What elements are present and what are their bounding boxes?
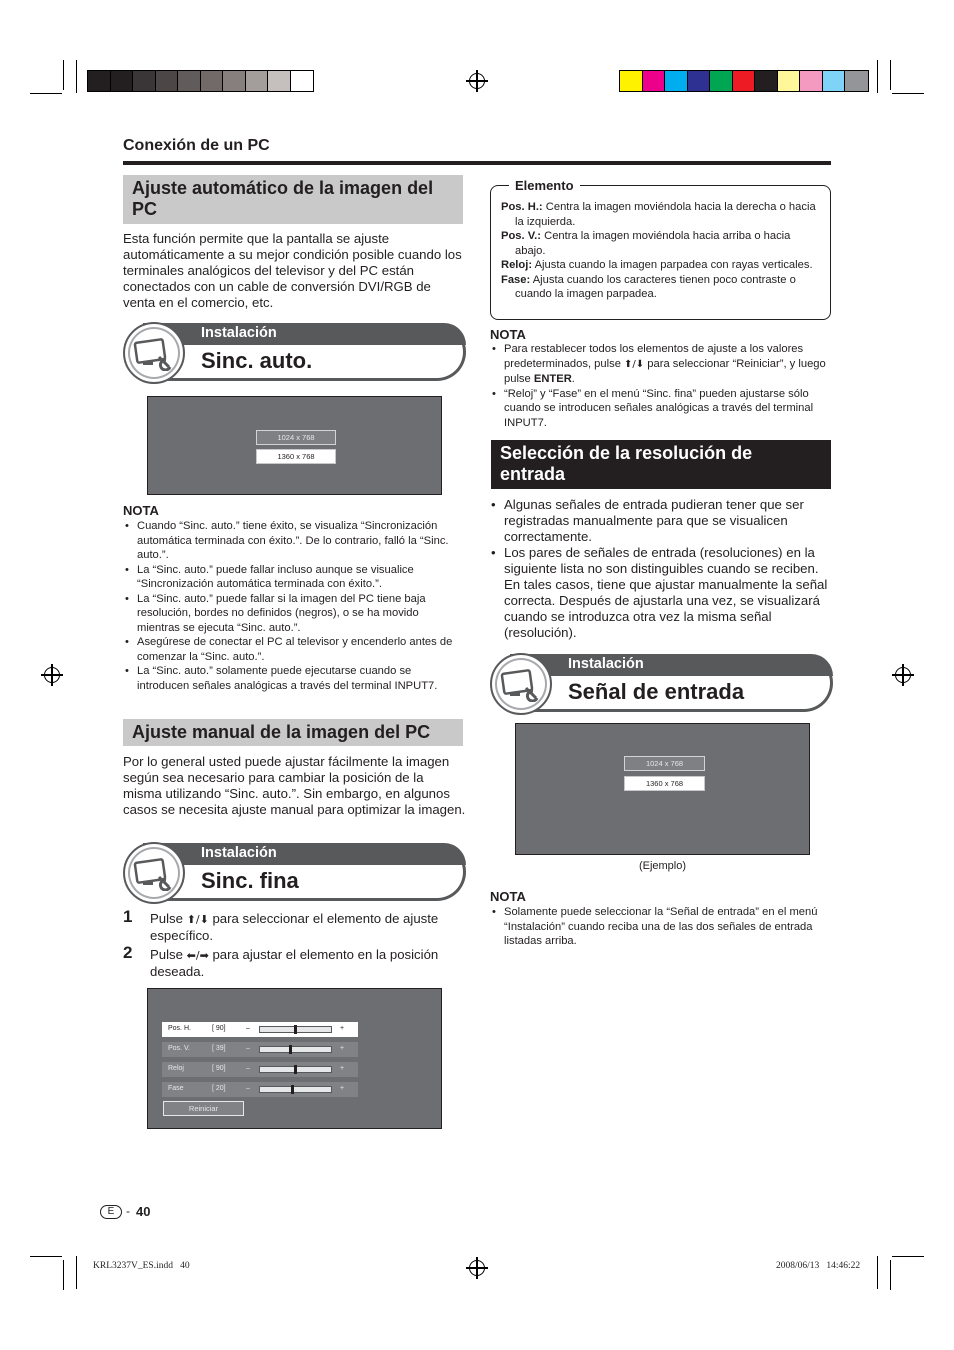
adjust-row[interactable] bbox=[162, 1062, 358, 1077]
gray-color-bar bbox=[87, 70, 314, 92]
adjust-label: Pos. H. bbox=[168, 1025, 191, 1032]
adjust-value: [ 20] bbox=[212, 1085, 226, 1092]
minus-sign: – bbox=[246, 1045, 250, 1052]
section-title: Conexión de un PC bbox=[123, 137, 270, 154]
banner-menu-label: Instalación bbox=[201, 845, 277, 861]
adjust-slider-track[interactable] bbox=[259, 1026, 332, 1033]
step-text: Pulse bbox=[150, 947, 187, 962]
banner-menu-bar bbox=[143, 843, 466, 865]
color-swatch bbox=[156, 71, 179, 91]
adjust-slider-track[interactable] bbox=[259, 1086, 332, 1093]
element-description: Ajusta cuando los caracteres tienen poco contraste o cuando la imagen parpadea. bbox=[515, 273, 796, 300]
auto-sync-screen bbox=[147, 396, 442, 495]
up-down-arrow-icon: ⬆/⬇ bbox=[624, 358, 645, 370]
nota1-list bbox=[123, 519, 463, 693]
fine-sync-screen bbox=[147, 988, 442, 1129]
step-text: para seleccionar el elemento de ajuste específico. bbox=[150, 911, 439, 943]
color-swatch bbox=[178, 71, 201, 91]
element-term: Pos. V.: bbox=[501, 230, 542, 242]
install-banner-sinc-fina bbox=[123, 842, 466, 904]
color-swatch bbox=[620, 71, 643, 91]
color-swatch bbox=[800, 71, 823, 91]
input-signal-screen bbox=[515, 723, 810, 855]
adjust-row[interactable] bbox=[162, 1022, 358, 1037]
color-swatch bbox=[133, 71, 156, 91]
adjust-slider-track[interactable] bbox=[259, 1066, 332, 1073]
print-timestamp: 2008/06/13 14:46:22 bbox=[776, 1261, 861, 1271]
adjust-slider-knob[interactable] bbox=[294, 1065, 297, 1074]
element-box-title: Elemento bbox=[509, 178, 580, 193]
adjust-value: [ 90] bbox=[212, 1065, 226, 1072]
color-swatch bbox=[201, 71, 224, 91]
color-swatch bbox=[223, 71, 246, 91]
enter-key-label: ENTER bbox=[533, 373, 572, 385]
nota3-title: NOTA bbox=[490, 889, 526, 904]
minus-sign: – bbox=[246, 1025, 250, 1032]
list-item: • La “Sinc. auto.” puede fallar incluso aunque se visualice “Sincronización automática terminada con éxito.”. bbox=[123, 563, 463, 592]
adjust-slider-knob[interactable] bbox=[294, 1025, 297, 1034]
banner-menu-label: Instalación bbox=[201, 325, 277, 341]
minus-sign: – bbox=[246, 1065, 250, 1072]
banner-menu-bar bbox=[143, 323, 466, 345]
color-swatch bbox=[823, 71, 846, 91]
color-swatch bbox=[733, 71, 756, 91]
banner-title: Señal de entrada bbox=[568, 679, 745, 704]
up-down-arrow-icon: ⬆/⬇ bbox=[186, 913, 209, 926]
minus-sign: – bbox=[246, 1085, 250, 1092]
nota3-list bbox=[490, 905, 825, 949]
element-definitions bbox=[501, 200, 820, 302]
adjust-label: Fase bbox=[168, 1085, 184, 1092]
registration-mark-left bbox=[44, 667, 60, 683]
color-swatch bbox=[665, 71, 688, 91]
list-item: • Algunas señales de entrada pudieran tener que ser registradas manualmente para que se visualicen correctamente. bbox=[490, 497, 833, 545]
adjust-row[interactable] bbox=[162, 1082, 358, 1097]
list-item: • Asegúrese de conectar el PC al televisor y encenderlo antes de comenzar la “Sinc. auto.”. bbox=[123, 635, 463, 664]
adjust-slider-track[interactable] bbox=[259, 1046, 332, 1053]
nota-text: Para restablecer todos los elementos de ajuste a los valores predeterminados, pulse bbox=[504, 343, 804, 370]
color-swatch bbox=[268, 71, 291, 91]
language-badge-label: E bbox=[107, 1206, 115, 1217]
nota2-title: NOTA bbox=[490, 327, 526, 342]
resolution-option-1024[interactable]: 1024 x 768 bbox=[256, 430, 336, 445]
resolution-option-1024[interactable]: 1024 x 768 bbox=[624, 756, 705, 771]
step-text: para ajustar el elemento en la posición deseada. bbox=[150, 947, 439, 979]
banner-menu-label: Instalación bbox=[568, 656, 644, 672]
resolution-list bbox=[490, 497, 833, 641]
element-legend-box bbox=[490, 178, 831, 320]
header-rule bbox=[123, 161, 831, 165]
color-swatch bbox=[688, 71, 711, 91]
list-item bbox=[490, 342, 833, 387]
element-definition bbox=[501, 273, 820, 302]
step-1 bbox=[123, 907, 466, 944]
setup-tv-icon bbox=[490, 653, 552, 715]
step-2 bbox=[123, 943, 466, 980]
element-term: Pos. H.: bbox=[501, 201, 543, 213]
adjust-slider-knob[interactable] bbox=[291, 1085, 294, 1094]
setup-tv-icon bbox=[123, 322, 185, 384]
list-item: • La “Sinc. auto.” solamente puede ejecutarse cuando se introducen señales analógicas a través del terminal INPUT7. bbox=[123, 664, 463, 693]
color-swatch bbox=[643, 71, 666, 91]
file-info: KRL3237V_ES.indd 40 bbox=[93, 1261, 190, 1271]
color-swatch bbox=[845, 71, 868, 91]
page-number: 40 bbox=[136, 1204, 151, 1219]
setup-tv-icon bbox=[123, 842, 185, 904]
registration-mark-top bbox=[469, 73, 485, 89]
adjust-label: Reloj bbox=[168, 1065, 184, 1072]
plus-sign: + bbox=[340, 1025, 345, 1032]
step-text: Pulse bbox=[150, 911, 187, 926]
step-number: 1 bbox=[123, 907, 133, 926]
element-term: Fase: bbox=[501, 273, 531, 286]
adjust-value: [ 90] bbox=[212, 1025, 226, 1032]
plus-sign: + bbox=[340, 1065, 345, 1072]
install-banner-input-signal bbox=[490, 653, 833, 715]
color-swatch bbox=[755, 71, 778, 91]
install-banner-sinc-auto bbox=[123, 322, 466, 384]
reset-button[interactable]: Reiniciar bbox=[163, 1101, 244, 1116]
manual-adjust-heading: Ajuste manual de la imagen del PC bbox=[123, 719, 463, 746]
example-caption: (Ejemplo) bbox=[638, 860, 687, 872]
auto-adjust-intro: Esta función permite que la pantalla se ajuste automáticamente a su mejor condición posible cuando los terminales analógicos del televisor y del PC están conectados con un cable de conversión DVI/RGB de venta en el comercio, etc. bbox=[123, 231, 462, 310]
list-item: • Cuando “Sinc. auto.” tiene éxito, se visualiza “Sincronización automática terminada con éxito.”. De lo contrario, falló la “Sinc. auto.”. bbox=[123, 519, 463, 563]
color-swatch bbox=[111, 71, 134, 91]
color-swatch bbox=[246, 71, 269, 91]
nota2-list bbox=[490, 342, 833, 430]
auto-adjust-heading: Ajuste automático de la imagen del PC bbox=[123, 175, 463, 224]
color-swatch bbox=[710, 71, 733, 91]
nota1-title: NOTA bbox=[123, 503, 159, 518]
resolution-heading: Selección de la resolución de entrada bbox=[491, 440, 831, 489]
page-dash: - bbox=[126, 1204, 130, 1218]
language-badge bbox=[100, 1205, 122, 1219]
nota-text: para seleccionar “Reiniciar”, y luego pulse bbox=[504, 357, 826, 385]
resolution-option-1360[interactable]: 1360 x 768 bbox=[624, 776, 705, 791]
manual-adjust-intro: Por lo general usted puede ajustar fácilmente la imagen según sea necesario para cambiar la posición de la misma utilizando “Sinc. auto.”. Sin embargo, en algunos casos se necesita ajuste manual para optimizar la imagen. bbox=[123, 754, 466, 817]
adjust-row[interactable] bbox=[162, 1042, 358, 1057]
list-item: • Solamente puede seleccionar la “Señal de entrada” en el menú “Instalación” cuando reciba una de las dos señales de entrada listadas arriba. bbox=[490, 905, 825, 949]
element-term: Reloj: bbox=[501, 259, 533, 271]
adjust-value: [ 39] bbox=[212, 1045, 226, 1052]
element-definition bbox=[501, 258, 820, 273]
registration-mark-right bbox=[895, 667, 911, 683]
left-right-arrow-icon: ⬅/➡ bbox=[186, 949, 209, 962]
list-item: • Los pares de señales de entrada (resoluciones) en la siguiente lista no son distinguibles cuando se reciben. En tales casos, tiene que ajustar manualmente la señal correcta. Después de ajustarla una vez, se visualizará cuando se introduzca otra vez la misma señal (resolución). bbox=[490, 545, 833, 641]
cmyk-color-bar bbox=[619, 70, 869, 92]
element-definition bbox=[501, 200, 820, 229]
element-description: Centra la imagen moviéndola hacia arriba o hacia abajo. bbox=[515, 230, 791, 257]
banner-title: Sinc. fina bbox=[201, 868, 299, 893]
plus-sign: + bbox=[340, 1045, 345, 1052]
resolution-option-1360[interactable]: 1360 x 768 bbox=[256, 449, 336, 464]
banner-title: Sinc. auto. bbox=[201, 348, 313, 373]
color-swatch bbox=[291, 71, 314, 91]
step-number: 2 bbox=[123, 943, 133, 962]
plus-sign: + bbox=[340, 1085, 345, 1092]
registration-mark-bottom bbox=[469, 1260, 485, 1276]
adjust-label: Pos. V. bbox=[168, 1045, 190, 1052]
list-item: • La “Sinc. auto.” puede fallar si la imagen del PC tiene baja resolución, bordes no definidos (negros), o se ha movido mientras se ejecuta “Sinc. auto.”. bbox=[123, 592, 463, 636]
color-swatch bbox=[778, 71, 801, 91]
banner-menu-bar bbox=[510, 654, 833, 676]
color-swatch bbox=[88, 71, 111, 91]
adjust-slider-knob[interactable] bbox=[289, 1045, 292, 1054]
nota-text: . bbox=[571, 373, 575, 385]
element-description: Centra la imagen moviéndola hacia la derecha o hacia la izquierda. bbox=[515, 201, 816, 228]
element-description: Ajusta cuando la imagen parpadea con rayas verticales. bbox=[532, 259, 813, 271]
element-definition bbox=[501, 229, 820, 258]
list-item: • “Reloj” y “Fase” en el menú “Sinc. fina” pueden ajustarse sólo cuando se introducen señales analógicas a través del terminal INPUT7. bbox=[490, 387, 833, 431]
